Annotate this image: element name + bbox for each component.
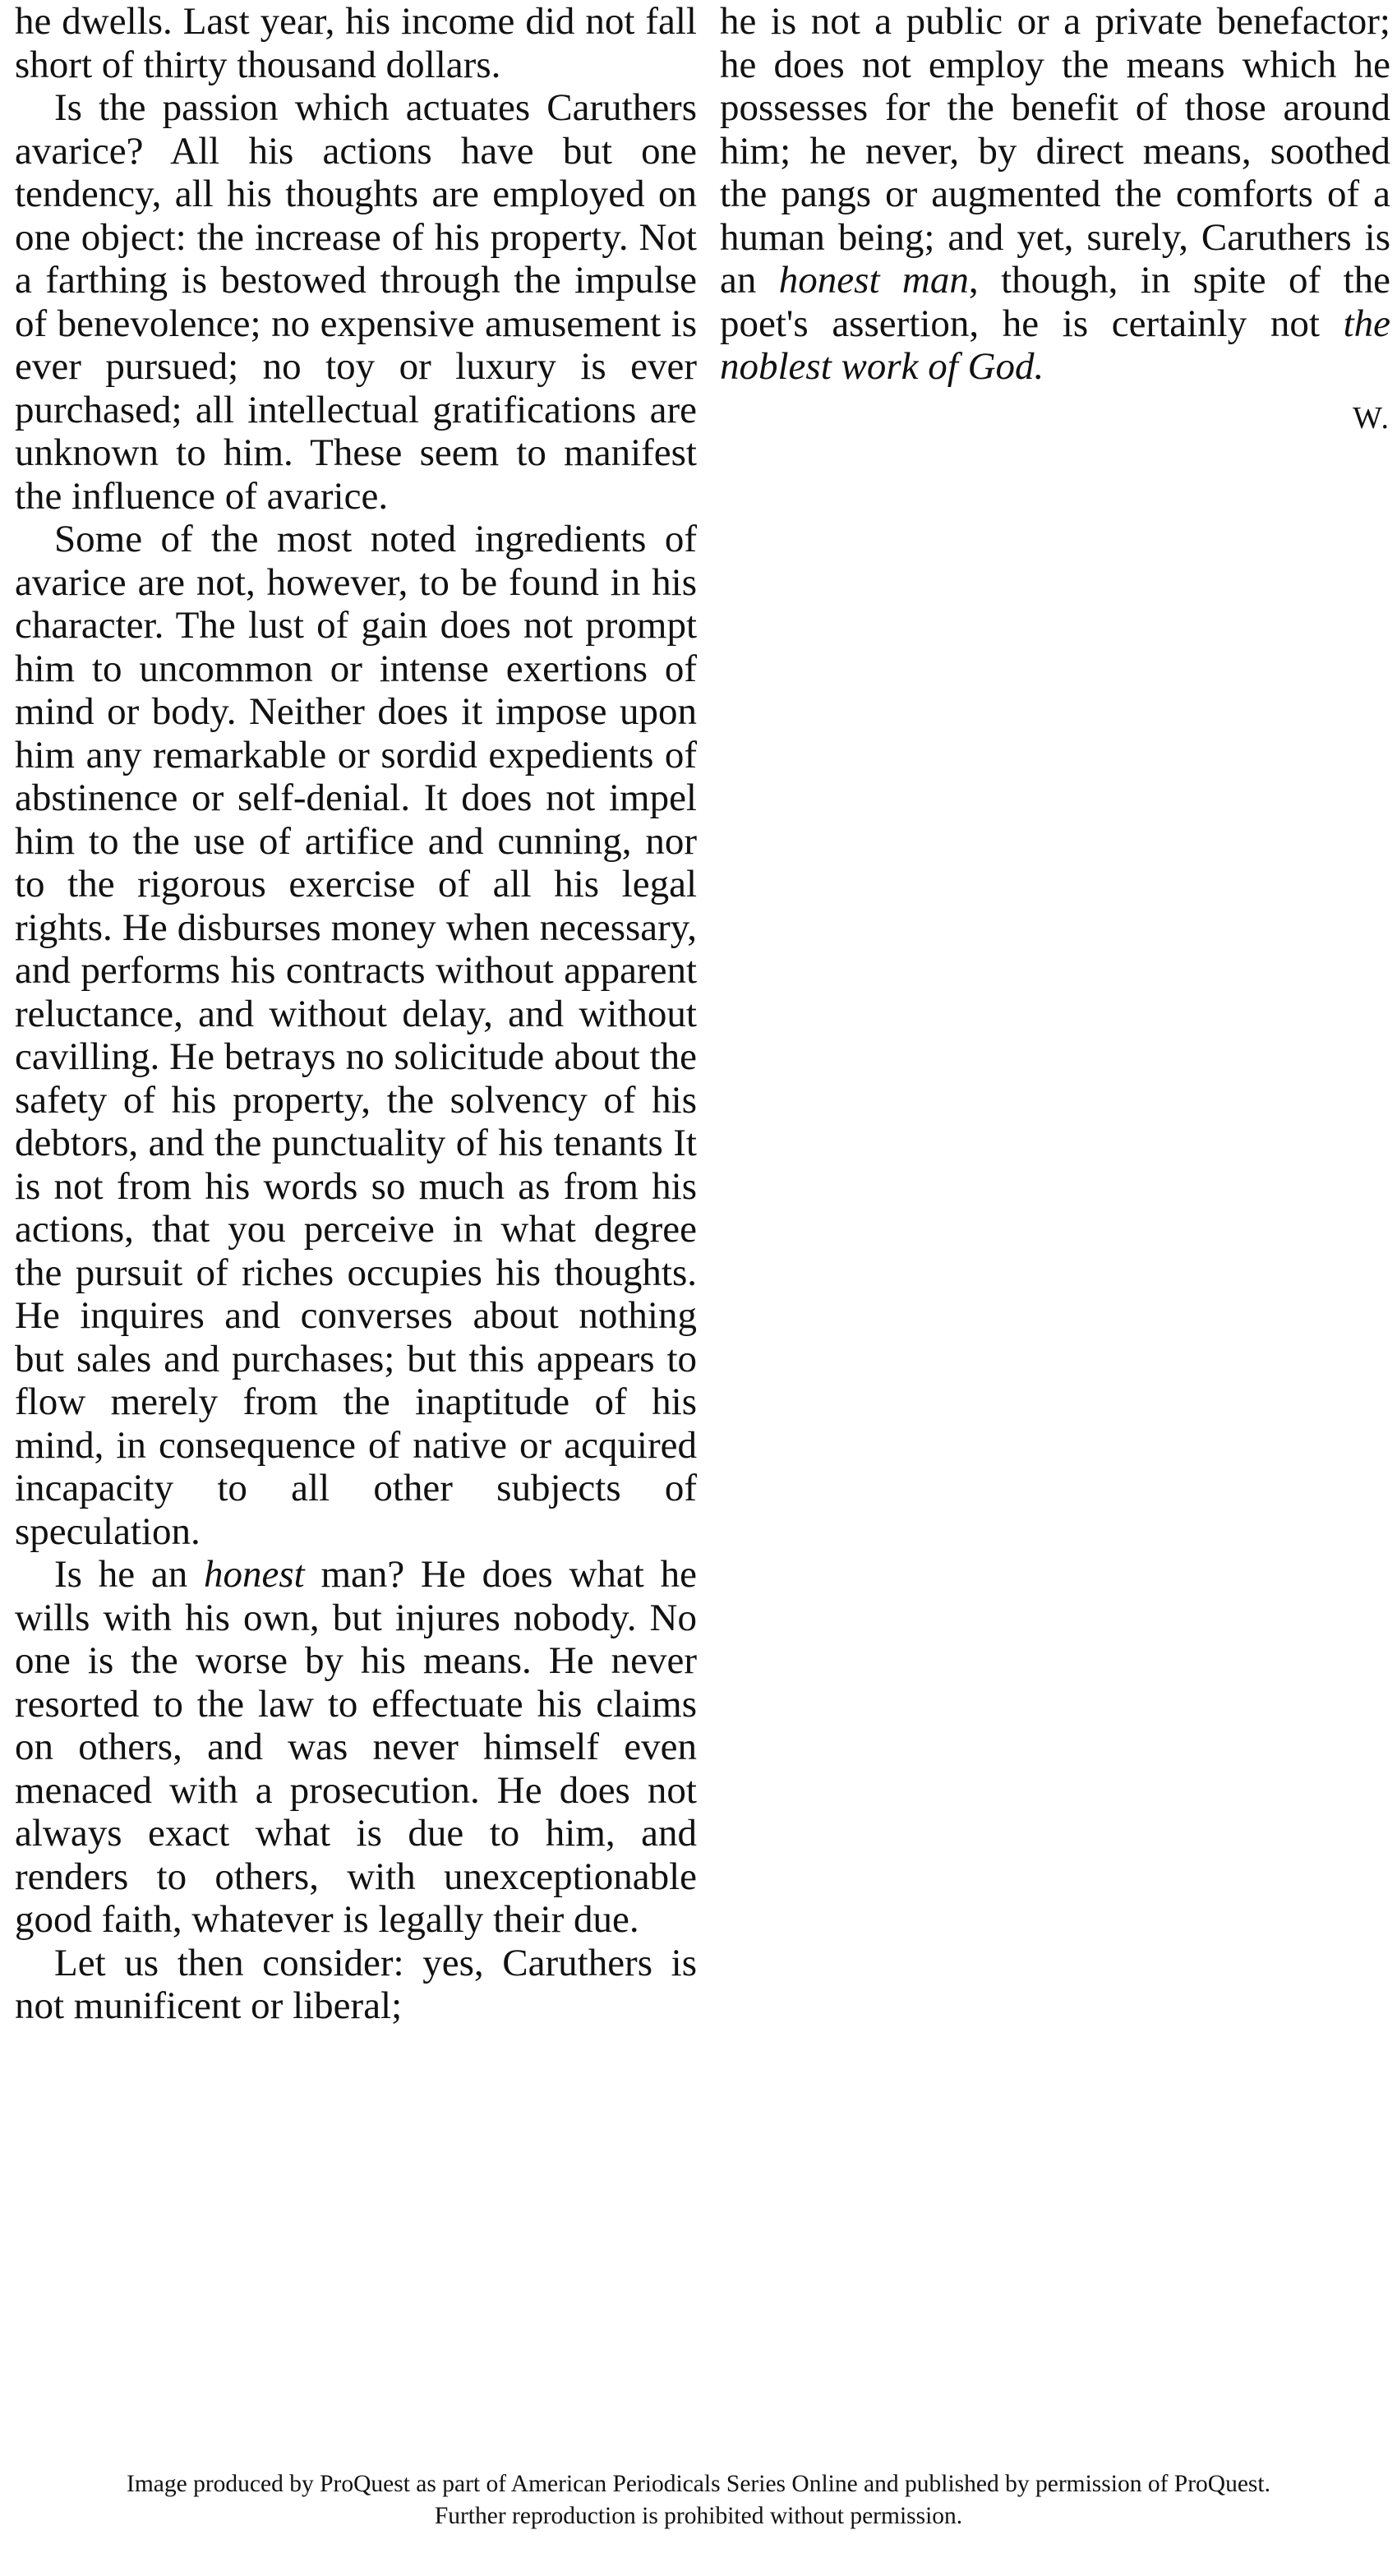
right-column [720,0,1390,440]
italic-emphasis: honest [203,1553,305,1596]
left-column [15,0,697,2028]
paragraph-ingredients-of-avarice: Some of the most noted ingredients of avarice are not, however, to be found in his character. The lust of gain does not prompt him to uncommon or intense exertions of mind or body. Neither does it impose upon him any remarkable or sordid expedients of abstinence or self-denial. It does not impel him to the use of artifice and cunning, nor to the rigorous exercise of all his legal rights. He disburses money when necessary, and performs his contracts without apparent reluctance, and without delay, and without cavilling. He betrays no solicitude about the safety of his property, the solvency of his debtors, and the punctuality of his tenants It is not from his words so much as from his actions, that you perceive in what degree the pursuit of riches occupies his thoughts. He inquires and converses about nothing but sales and purchases; but this appears to flow merely from the inaptitude of his mind, in consequence of native or acquired incapacity to all other subjects of speculation. [15,518,697,1553]
paragraph-continuation: he dwells. Last year, his income did not fall short of thirty thousand dollars. [15,0,697,86]
footer-line: Further reproduction is prohibited without permission. [434,2503,963,2529]
paragraph-conclusion-start: Let us then consider: yes, Caruthers is not munificent or liberal; [15,1941,697,2027]
footer-line: Image produced by ProQuest as part of American Periodicals Series Online and published by permission of ProQuest. [127,2471,1270,2497]
paragraph-text: he is not a public or a private benefactor; he does not employ the means which he possesses for the benefit of those around him; he never, by direct means, soothed the pangs or augmented the comforts of a human being; and yet, surely, Caruthers is an [720,0,1390,302]
paragraph-conclusion-continued [720,0,1390,389]
paragraph-honest-man-question [15,1553,697,1942]
paragraph-avarice-question: Is the passion which actuates Caruthers avarice? All his actions have but one tendency, all his thoughts are employed on one object: the increase of his property. Not a farthing is bestowed through the impulse of benevolence; no expensive amusement is ever pursued; no toy or luxury is ever purchased; all intellectual gratifications are unknown to him. These seem to manifest the influence of avarice. [15,86,697,518]
author-signature: W. [1353,400,1390,435]
paragraph-text: , though, in spite of the poet's assertion, he is certainly not [720,259,1390,345]
italic-emphasis: honest man [778,259,969,302]
italic-emphasis: the noblest work of God. [720,302,1390,388]
paragraph-text: Is he an [54,1553,204,1596]
copyright-footer [0,2468,1397,2532]
paragraph-text: man? He does what he wills with his own, but injures nobody. No one is the worse by his means. He never resorted to the law to effectuate his claims on others, and was never himself even menaced with a prosecution. He does not always exact what is due to him, and renders to others, with unexceptionable good faith, whatever is legally their due. [15,1553,697,1941]
